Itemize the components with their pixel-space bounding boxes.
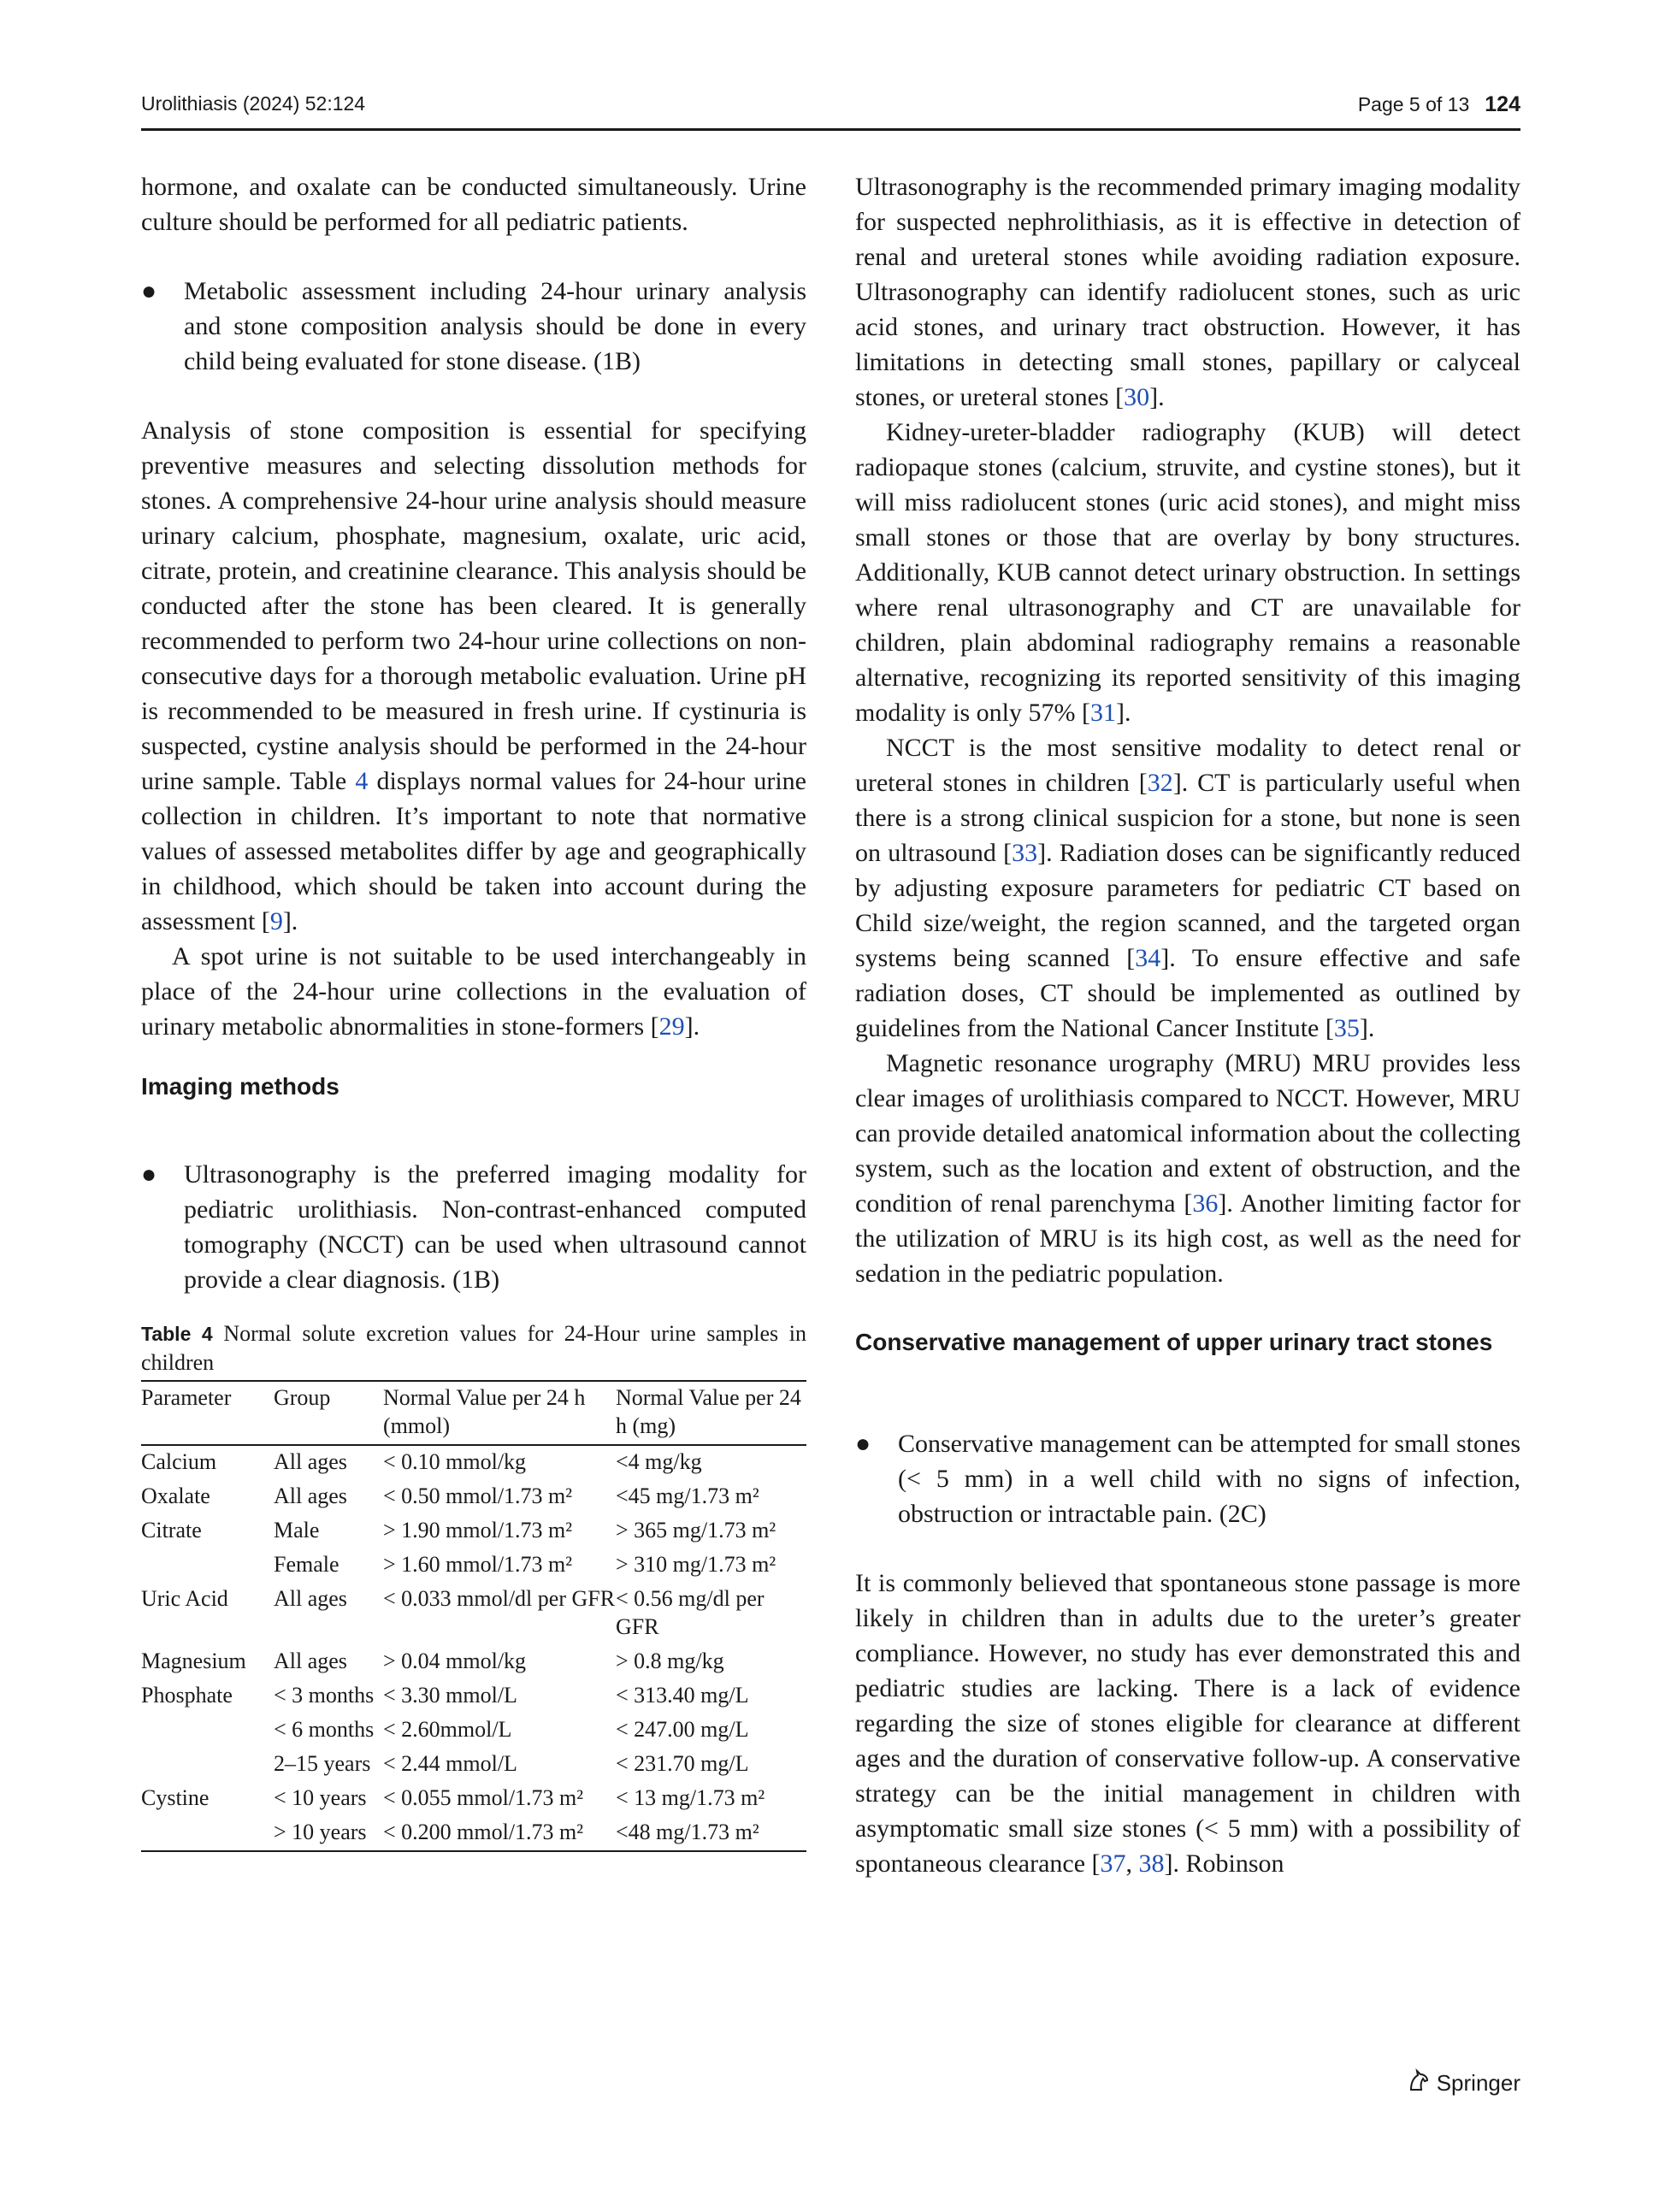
table-cell: <48 mg/1.73 m² <box>616 1820 759 1844</box>
paragraph: Magnetic resonance urography (MRU) MRU provides less clear images of urolithiasis compared to NCCT. However, MRU can provide detailed anatomical information about the collecting system, such as the location and extent of obstruction, and the condition of renal parenchyma [36]. Another limiting factor for the utilization of MRU is its high cost, as well as the need for sedation in the pediatric population. <box>855 1049 1521 1288</box>
bullet-icon: ● <box>141 1160 157 1189</box>
paragraph: Ultrasonography is the recommended primary imaging modality for suspected nephrolithiasis, as it is effective in detection of renal and ureteral stones while avoiding radiation exposure. Ultrasonography can identify radiolucent stones, such as uric acid stones, and urinary tract obstruction. However, it has limitations in detecting small stones, papillary or calyceal stones, or ureteral stones [30]. <box>855 173 1520 411</box>
table-cell: All ages <box>274 1649 347 1673</box>
table-cell: > 0.04 mmol/kg <box>383 1649 527 1673</box>
page-indicator <box>1358 92 1520 117</box>
table-row <box>141 1782 806 1816</box>
table-cell <box>141 1816 274 1851</box>
column-header: Parameter <box>141 1385 232 1410</box>
bullet-icon: ● <box>855 1430 871 1458</box>
table-cell: > 310 mg/1.73 m² <box>616 1552 776 1577</box>
springer-horse-icon <box>1406 2067 1437 2099</box>
table-row <box>141 1548 806 1583</box>
paragraph: It is commonly believed that spontaneous stone passage is more likely in children than in adults due to the ureter’s greater compliance. However, no study has ever demonstrated this and pediatric studies are lacking. There is a lack of evidence regarding the size of stones eligible for clearance at different ages and the duration of conservative follow-up. A conservative strategy can be the initial management in children with asymptomatic small size stones (< 5 mm) with a possibility of spontaneous clearance [37, 38]. Robinson <box>855 1569 1520 1878</box>
section-heading: Imaging methods <box>141 1073 339 1100</box>
table-row <box>141 1714 806 1748</box>
running-header <box>141 92 1520 131</box>
table-cell: Female <box>274 1552 339 1577</box>
column-header: Group <box>274 1385 331 1410</box>
table-cell: > 365 mg/1.73 m² <box>616 1518 776 1543</box>
paragraph: Kidney-ureter-bladder radiography (KUB) will detect radiopaque stones (calcium, struvite, and cystine stones), but it will miss radiolucent stones (uric acid stones), and might miss small stones or those that are overlay by bony structures. Additionally, KUB cannot detect urinary obstruction. In settings where renal ultrasonography and CT are unavailable for children, plain abdominal radiography remains a reasonable alternative, recognizing its reported sensitivity of this imaging modality is only 57% [31]. <box>855 418 1520 727</box>
bullet-text: Conservative management can be attempted for small stones (< 5 mm) in a well child with no signs of infection, obstruction or intractable pain. (2C) <box>898 1430 1520 1528</box>
paragraph: Analysis of stone composition is essential for specifying preventive measures and selecting dissolution methods for stones. A comprehensive 24-hour urine analysis should measure urinary calcium, phosphate, magnesium, oxalate, uric acid, citrate, protein, and creatinine clearance. This analysis should be conducted after the stone has been cleared. It is generally recommended to perform two 24-hour urine collections on non-consecutive days for a thorough metabolic evaluation. Urine pH is recommended to be measured in fresh urine. If cystinuria is suspected, cystine analysis should be performed in the 24-hour urine sample. Table 4 displays normal values for 24-hour urine collection in children. It’s important to note that normative values of assessed metabolites differ by age and geographically in childhood, which should be taken into account during the assessment [9]. <box>141 416 806 935</box>
table-cell: < 10 years <box>274 1785 367 1810</box>
table-cell: > 1.60 mmol/1.73 m² <box>383 1552 573 1577</box>
journal-citation: Urolithiasis (2024) 52:124 <box>141 92 366 115</box>
recommendation-bullet <box>141 274 806 379</box>
table-row <box>141 1816 806 1851</box>
table-link[interactable]: 4 <box>355 767 369 795</box>
table-caption: Table 4 Normal solute excretion values for 24-Hour urine samples in children <box>141 1321 807 1375</box>
citation-link[interactable]: 36 <box>1192 1189 1219 1218</box>
table-cell: < 0.055 mmol/1.73 m² <box>383 1785 584 1810</box>
table-cell: < 0.50 mmol/1.73 m² <box>383 1484 573 1508</box>
citation-link[interactable]: 31 <box>1089 699 1116 727</box>
table-row <box>141 1679 806 1714</box>
table-cell <box>141 1714 274 1748</box>
column-header: Normal Value per 24 h (mmol) <box>383 1385 586 1438</box>
citation-link[interactable]: 37 <box>1100 1849 1126 1878</box>
column-header: Normal Value per 24 h (mg) <box>616 1385 801 1438</box>
table-cell <box>141 1748 274 1782</box>
table-cell <box>141 1548 274 1583</box>
publisher-footer <box>1406 2067 1520 2099</box>
table-label: Table 4 <box>141 1323 213 1345</box>
table-cell: < 13 mg/1.73 m² <box>616 1785 765 1810</box>
table-row <box>141 1645 806 1679</box>
recommendation-bullet <box>855 1426 1520 1531</box>
citation-link[interactable]: 35 <box>1333 1014 1360 1042</box>
table-row <box>141 1748 806 1782</box>
table-cell: < 0.200 mmol/1.73 m² <box>383 1820 584 1844</box>
bullet-text: Metabolic assessment including 24-hour urinary analysis and stone composition analysis should be done in every child being evaluated for stone disease. (1B) <box>184 277 806 375</box>
citation-link[interactable]: 34 <box>1135 944 1161 972</box>
table-header-row <box>141 1381 806 1445</box>
recommendation-bullet <box>141 1157 806 1297</box>
right-column <box>855 169 1520 1881</box>
table-cell: < 6 months <box>274 1717 375 1742</box>
page-of: Page 5 of 13 <box>1357 93 1470 115</box>
table-cell: All ages <box>274 1449 347 1474</box>
table-cell: < 247.00 mg/L <box>616 1717 749 1742</box>
table-cell: > 1.90 mmol/1.73 m² <box>383 1518 573 1543</box>
citation-link[interactable]: 29 <box>658 1012 685 1041</box>
table-row <box>141 1445 806 1480</box>
citation-link[interactable]: 33 <box>1012 839 1038 867</box>
table-cell: < 2.44 mmol/L <box>383 1751 517 1776</box>
table-cell: < 3.30 mmol/L <box>383 1683 517 1708</box>
table-cell: < 2.60mmol/L <box>383 1717 512 1742</box>
paragraph: NCCT is the most sensitive modality to detect renal or ureteral stones in children [32]. CT is particularly useful when there is a strong clinical suspicion for a stone, but none is seen on ultrasound [33]. Radiation doses can be significantly reduced by adjusting exposure parameters for pediatric CT based on Child size/weight, the region scanned, and the targeted organ systems being scanned [34]. To ensure effective and safe radiation doses, CT should be implemented as outlined by guidelines from the National Cancer Institute [35]. <box>855 734 1521 1042</box>
citation-link[interactable]: 9 <box>269 907 283 935</box>
table-cell: Cystine <box>141 1785 210 1810</box>
bullet-icon: ● <box>141 277 157 305</box>
table-cell: Calcium <box>141 1449 217 1474</box>
bullet-text: Ultrasonography is the preferred imaging modality for pediatric urolithiasis. Non-contrast-enhanced computed tomography (NCCT) can be used when ultrasound cannot provide a clear diagnosis. (1B) <box>184 1160 806 1294</box>
table-row <box>141 1583 806 1645</box>
left-column <box>141 169 806 1852</box>
table-cell: > 0.8 mg/kg <box>616 1649 724 1673</box>
table-cell: 2–15 years <box>274 1751 371 1776</box>
section-heading: Conservative management of upper urinary tract stones <box>855 1329 1493 1355</box>
table-cell: < 0.10 mmol/kg <box>383 1449 527 1474</box>
article-number: 124 <box>1485 92 1520 116</box>
publisher-name: Springer <box>1436 2070 1520 2096</box>
table-cell: < 3 months <box>274 1683 375 1708</box>
table-cell: < 231.70 mg/L <box>616 1751 749 1776</box>
citation-link[interactable]: 38 <box>1138 1849 1165 1878</box>
paragraph: A spot urine is not suitable to be used interchangeably in place of the 24-hour urine collections in the evaluation of urinary metabolic abnormalities in stone-formers [29]. <box>141 942 806 1041</box>
table-cell: < 0.56 mg/dl per GFR <box>616 1586 765 1639</box>
citation-link[interactable]: 30 <box>1124 383 1150 411</box>
table-cell: Oxalate <box>141 1484 210 1508</box>
paragraph: hormone, and oxalate can be conducted simultaneously. Urine culture should be performed for all pediatric patients. <box>141 173 806 236</box>
table-cell: All ages <box>274 1586 347 1611</box>
table-row <box>141 1514 806 1548</box>
table-cell: < 313.40 mg/L <box>616 1683 749 1708</box>
urine-values-table <box>141 1380 806 1852</box>
table-row <box>141 1480 806 1514</box>
table-cell: <4 mg/kg <box>616 1449 702 1474</box>
table-cell: > 10 years <box>274 1820 367 1844</box>
table-cell: Magnesium <box>141 1649 246 1673</box>
table-cell: Male <box>274 1518 320 1543</box>
table-cell: Uric Acid <box>141 1586 228 1611</box>
table-cell: <45 mg/1.73 m² <box>616 1484 759 1508</box>
citation-link[interactable]: 32 <box>1147 769 1173 797</box>
table-cell: All ages <box>274 1484 347 1508</box>
table-cell: Citrate <box>141 1518 202 1543</box>
table-cell: < 0.033 mmol/dl per GFR <box>383 1586 616 1611</box>
table-cell: Phosphate <box>141 1683 233 1708</box>
